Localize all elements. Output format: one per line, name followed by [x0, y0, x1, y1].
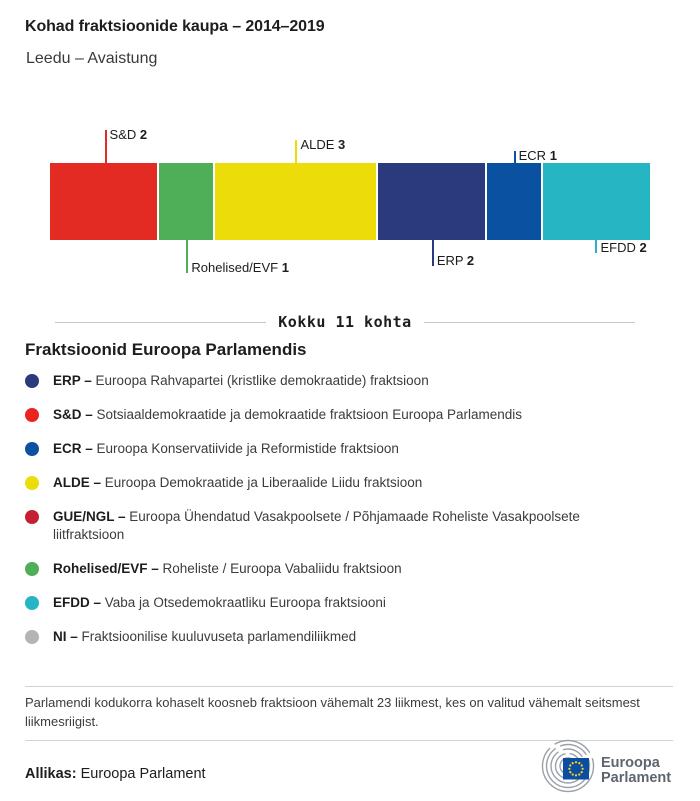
source-line: [25, 766, 206, 782]
legend-item-alde: [25, 474, 675, 492]
legend-item-efdd: [25, 594, 675, 612]
bar-segment-erp[interactable]: [378, 163, 485, 240]
legend-color-dot-icon: [25, 562, 39, 576]
divider-line-right: [424, 322, 635, 323]
callout-label: S&D 2: [109, 127, 148, 142]
legend-abbr: NI –: [53, 629, 78, 644]
eu-flag-icon: [563, 758, 589, 780]
seats-bar: [50, 163, 650, 240]
callout-leader-line: [514, 151, 516, 163]
source-value: Euroopa Parlament: [80, 766, 206, 782]
callout-label: ERP 2: [436, 253, 475, 268]
callout-label: Rohelised/EVF 1: [191, 260, 289, 275]
callout-label: ALDE 3: [300, 137, 346, 152]
total-seats-label: Kokku 11 kohta: [278, 313, 412, 331]
legend-abbr: Rohelised/EVF –: [53, 561, 159, 576]
legend-color-dot-icon: [25, 374, 39, 388]
callout-leader-line: [105, 130, 107, 163]
legend-abbr: EFDD –: [53, 595, 102, 610]
footnote: Parlamendi kodukorra kohaselt koosneb fraktsioon vähemalt 23 liikmest, kes on valitud vähemalt seitsmest liikmesriigist.: [25, 695, 640, 729]
callout-leader-line: [595, 240, 597, 253]
legend-color-dot-icon: [25, 596, 39, 610]
legend-color-dot-icon: [25, 476, 39, 490]
legend-abbr: S&D –: [53, 407, 93, 422]
legend-heading: Fraktsioonid Euroopa Parlamendis: [25, 340, 307, 359]
legend-abbr: ALDE –: [53, 475, 102, 490]
legend-abbr: ECR –: [53, 441, 93, 456]
bar-segment-s-d[interactable]: [50, 163, 157, 240]
legend-color-dot-icon: [25, 408, 39, 422]
bar-segment-alde[interactable]: [215, 163, 376, 240]
divider-line-left: [55, 322, 266, 323]
source-label: Allikas:: [25, 766, 77, 782]
legend-abbr: ERP –: [53, 373, 92, 388]
legend-desc: Vaba ja Otsedemokraatliku Euroopa fraktsiooni: [104, 595, 386, 610]
logo-text-line2: Parlament: [601, 770, 672, 786]
legend-item-gue-ngl: [25, 508, 675, 544]
legend-desc: Fraktsioonilise kuuluvuseta parlamendiliikmed: [81, 629, 357, 644]
legend-item-rohelised-evf: [25, 560, 675, 578]
legend-desc: Euroopa Konservatiivide ja Reformistide fraktsioon: [96, 441, 399, 456]
callout-leader-line: [432, 240, 434, 266]
legend-item-ni: [25, 628, 675, 646]
legend-desc: Euroopa Ühendatud Vasakpoolsete / Põhjamaade Roheliste Vasakpoolsete liitfraktsioon: [53, 509, 580, 542]
legend-desc: Roheliste / Euroopa Vabaliidu fraktsioon: [162, 561, 402, 576]
legend-desc: Sotsiaaldemokraatide ja demokraatide fraktsioon Euroopa Parlamendis: [96, 407, 523, 422]
page-title: Kohad fraktsioonide kaupa – 2014–2019: [25, 18, 325, 35]
legend-color-dot-icon: [25, 510, 39, 524]
callout-label: ECR 1: [518, 148, 557, 163]
logo-text-line1: Euroopa: [601, 755, 660, 771]
legend-desc: Euroopa Rahvapartei (kristlike demokraatide) fraktsioon: [95, 373, 429, 388]
page-subtitle: Leedu – Avaistung: [26, 50, 158, 67]
total-divider: [55, 312, 635, 332]
legend-abbr: GUE/NGL –: [53, 509, 126, 524]
legend-desc: Euroopa Demokraatide ja Liberaalide Liidu fraktsioon: [104, 475, 423, 490]
callout-leader-line: [295, 140, 297, 163]
ep-logo: [528, 739, 678, 793]
callout-leader-line: [186, 240, 188, 273]
legend-color-dot-icon: [25, 630, 39, 644]
logo-text: [601, 755, 671, 786]
callout-label: EFDD 2: [600, 240, 647, 255]
footnote-divider-top: [25, 686, 673, 687]
bar-segment-ecr[interactable]: [487, 163, 541, 240]
legend-list: [25, 372, 675, 662]
legend-item-erp: [25, 372, 675, 390]
seats-chart: [50, 110, 650, 290]
bar-segment-rohelised-evf[interactable]: [159, 163, 213, 240]
legend-item-s-d: [25, 406, 675, 424]
legend-item-ecr: [25, 440, 675, 458]
bar-segment-efdd[interactable]: [543, 163, 650, 240]
legend-color-dot-icon: [25, 442, 39, 456]
